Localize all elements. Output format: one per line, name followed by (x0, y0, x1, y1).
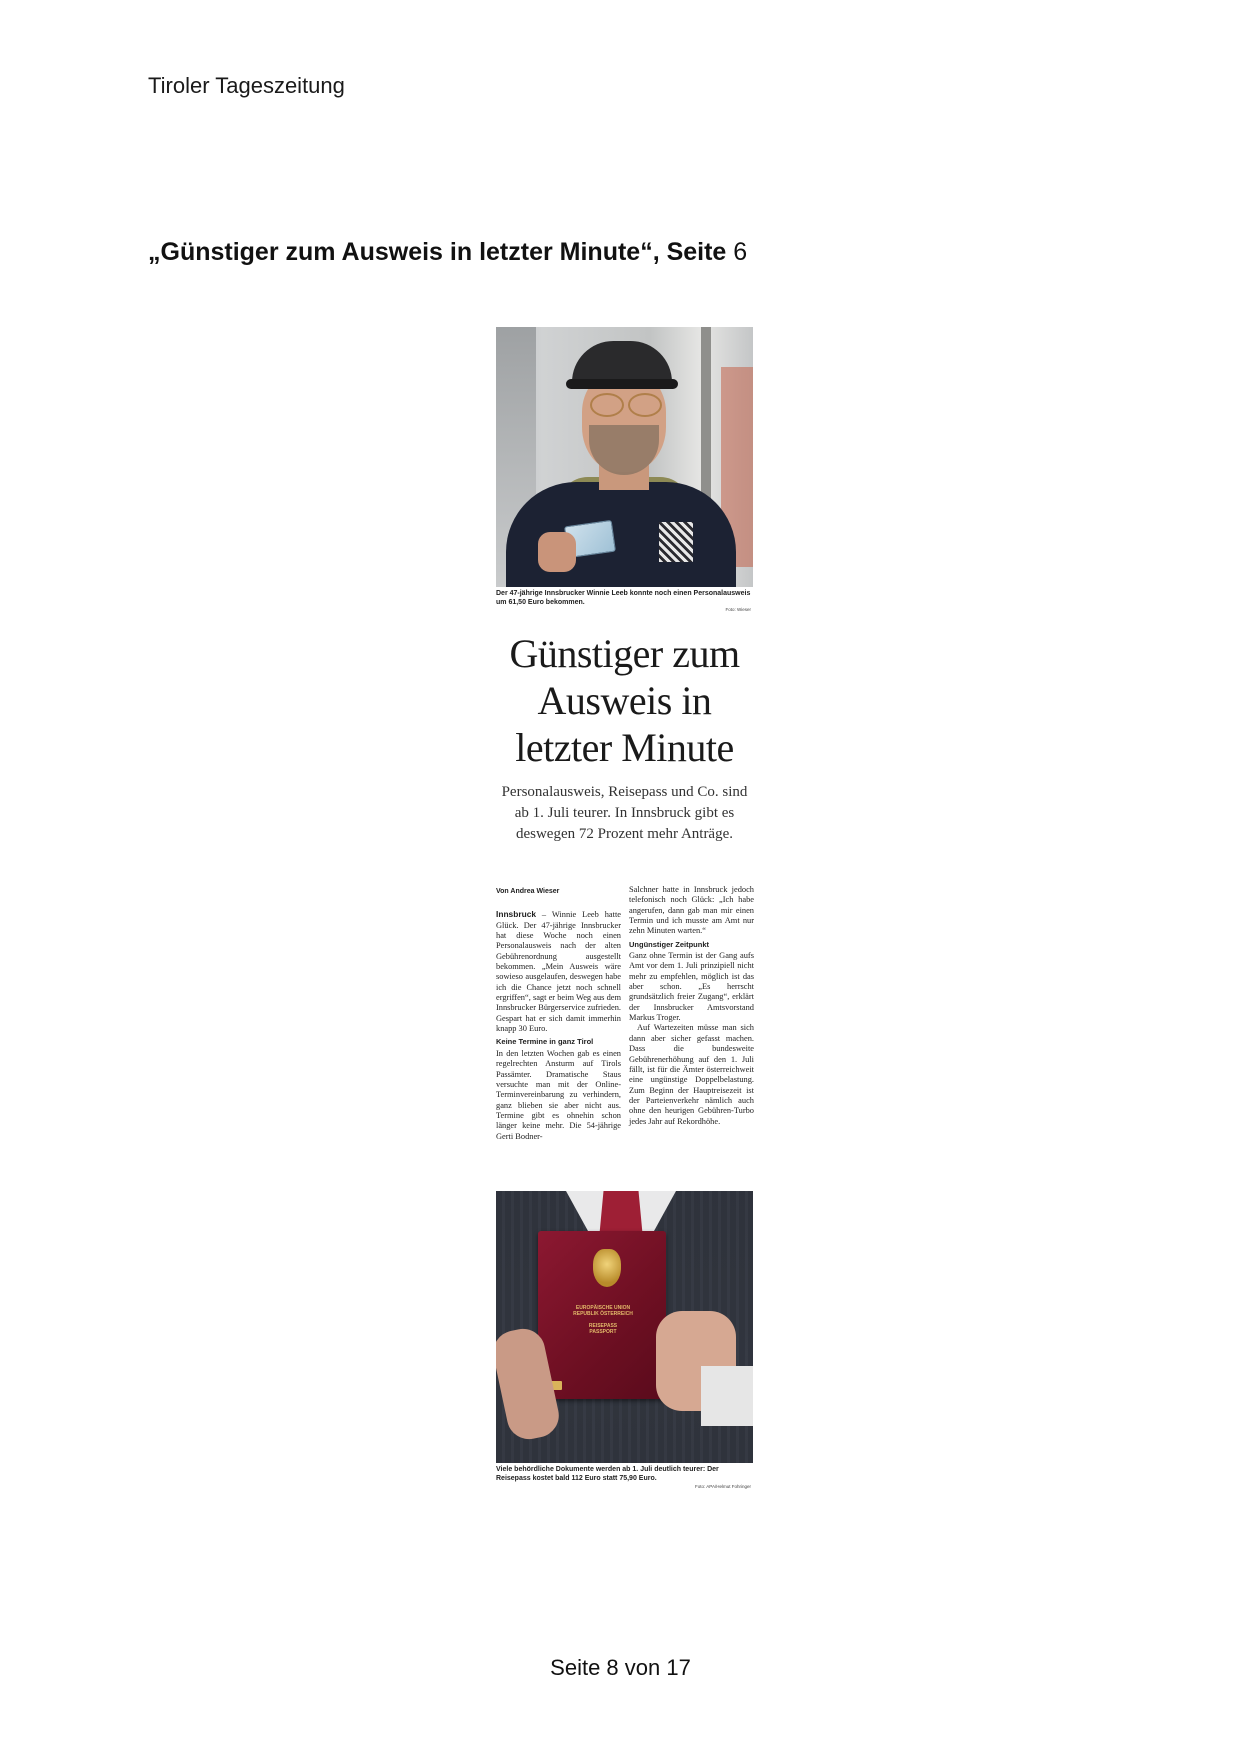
byline: Von Andrea Wieser (496, 888, 560, 895)
newspaper-clipping (496, 327, 754, 1489)
subheading: Keine Termine in ganz Tirol (496, 1037, 594, 1047)
subheading: Ungünstiger Zeitpunkt (629, 939, 709, 949)
newspaper-source: Tiroler Tageszeitung (148, 73, 345, 98)
paragraph: Salchner hatte in Innsbruck jedoch telefonisch noch Glück: „Ich habe angerufen, dann gab man mir einen Termin und ich musste am Amt nur zehn Minuten warten.“ (629, 885, 754, 936)
paragraph-text: – Winnie Leeb hatte Glück. Der 47-jährige Innsbrucker hat diese Woche noch einen Personalausweis nach der alten Gebührenordnung ausgestellt bekommen. „Mein Ausweis wäre sowieso ausgelaufen, deswegen habe ich die Chance jetzt noch schnell ergriffen“, sagt er beim Weg aus dem Innsbrucker Bürgerservice zufrieden. Gespart hat er sich damit immerhin knapp 30 Euro. (496, 910, 621, 1034)
photo1-credit: Foto: Wieser (725, 607, 751, 612)
article-reference (148, 238, 747, 267)
passport-line: REPUBLIK ÖSTERREICH (573, 1311, 633, 1317)
article-column-right (629, 885, 754, 1127)
passport-line: REISEPASS (588, 1323, 618, 1329)
dateline: Innsbruck (496, 909, 537, 920)
article-column-left (496, 887, 621, 1142)
article-subheadline: Personalausweis, Reisepass und Co. sind ab 1. Juli teurer. In Innsbruck gibt es deswegen 72 Prozent mehr Anträge. (501, 784, 748, 842)
article-reference-title: „Günstiger zum Ausweis in letzter Minute“, Seite (148, 238, 727, 266)
page-counter: Seite 8 von 17 (550, 1655, 691, 1680)
paragraph: Ganz ohne Termin ist der Gang aufs Amt vor dem 1. Juli prinzipiell nicht mehr zu empfehlen, möglich ist das aber schon. „Es herrscht grundsätzlich freier Zugang“, erklärt der Innsbrucker Amtsvorstand Markus Troger. (629, 951, 754, 1023)
paragraph: Auf Wartezeiten müsse man sich dann aber sicher gefasst machen. Dass die bundesweite Gebührenerhöhung auf den 1. Juli fällt, ist für die Ämter österreichweit eine ungünstige Doppelbelastung. Zum Beginn der Hauptreisezeit ist der Parteienverkehr nämlich auch ohne den heurigen Gebühren-Turbo jedes Jahr auf Rekordhöhe. (629, 1023, 754, 1126)
coat-of-arms-icon (593, 1249, 621, 1287)
passport-line: PASSPORT (589, 1329, 617, 1335)
photo1-caption: Der 47-jährige Innsbrucker Winnie Leeb konnte noch einen Personalausweis um 61,50 Euro bekommen. (496, 590, 751, 606)
passport-line: EUROPÄISCHE UNION (575, 1305, 631, 1311)
paragraph (496, 909, 621, 1034)
photo2-caption: Viele behördliche Dokumente werden ab 1. Juli deutlich teurer: Der Reisepass kostet bald 112 Euro statt 75,90 Euro. (496, 1466, 719, 1482)
photo2-credit: Foto: APA/Helmut Fohringer (695, 1484, 751, 1489)
article-headline: Günstiger zum Ausweis in letzter Minute (509, 631, 740, 770)
article-reference-page: 6 (726, 238, 748, 266)
passport-image (538, 1231, 666, 1399)
paragraph: In den letzten Wochen gab es einen regelrechten Ansturm auf Tirols Passämter. Dramatische Staus versuchte man mit der Online-Terminvereinbarung zu verhindern, ganz blieben sie aber nicht aus. Termine gibt es ohnehin schon länger keine mehr. Die 54-jährige Gerti Bodner- (496, 1048, 621, 1141)
photo-passport (496, 1191, 753, 1463)
photo-man-with-id-card (496, 327, 753, 587)
